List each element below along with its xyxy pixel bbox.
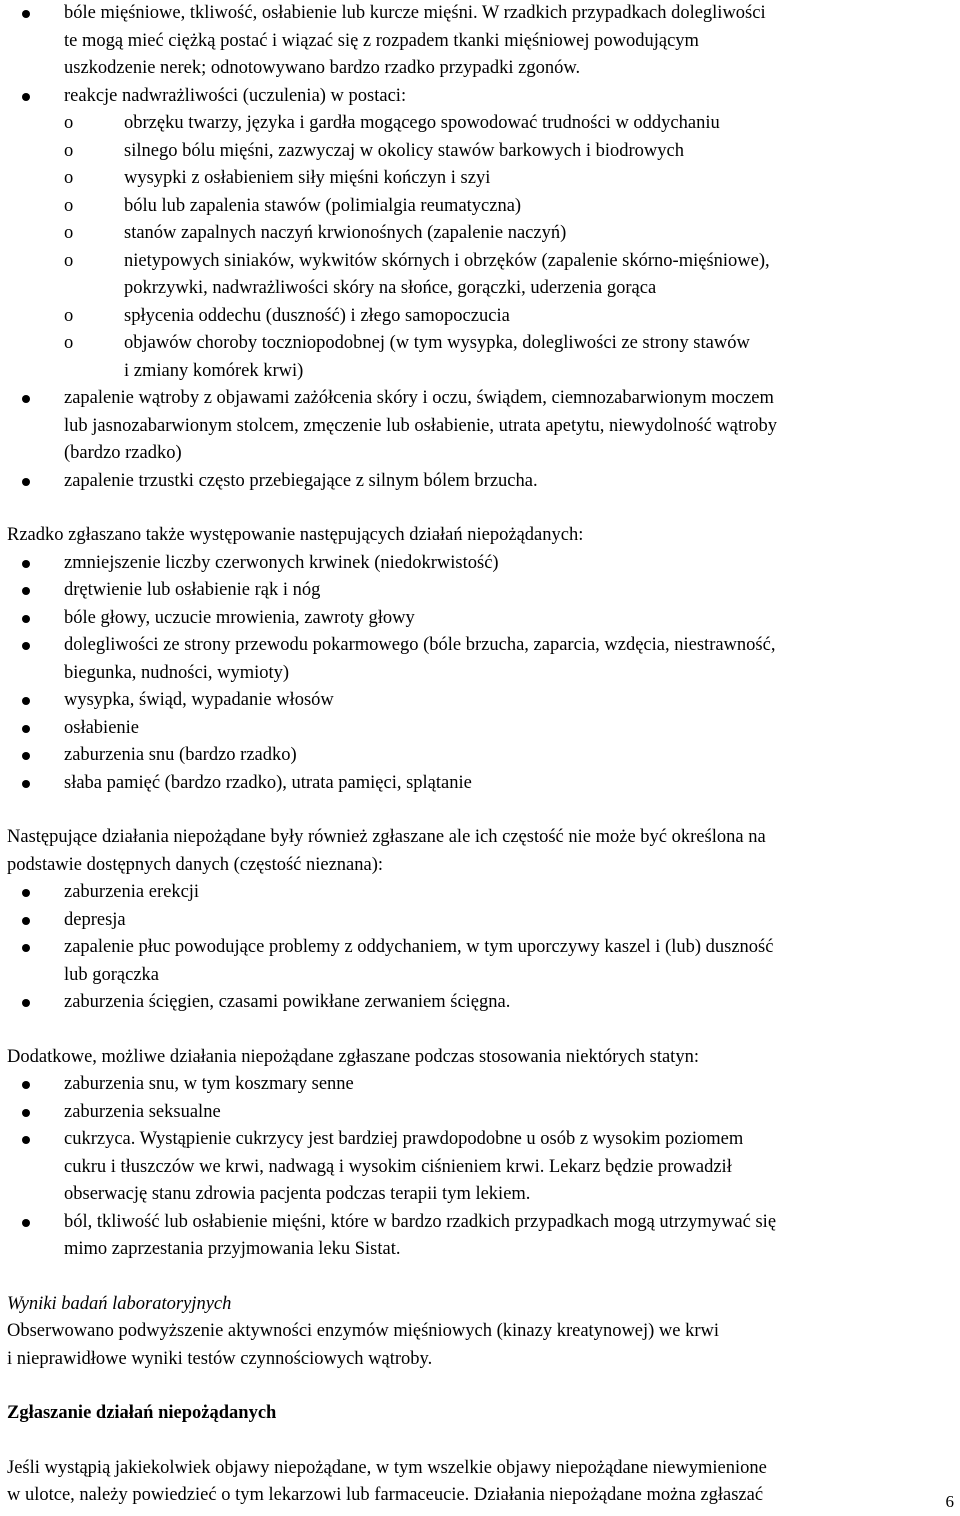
- list-item-text: (bardzo rzadko): [64, 443, 182, 463]
- list-item: [0, 0, 960, 83]
- list-item-text: zaburzenia snu, w tym koszmary senne: [64, 1074, 354, 1094]
- list-item: [0, 1071, 960, 1099]
- sub-list-item: [0, 165, 960, 193]
- bullet-icon: [22, 642, 30, 650]
- list-item-text: te mogą mieć ciężką postać i wiązać się z rozpadem tkanki mięśniowej powodującym: [64, 30, 699, 51]
- bullet-icon: [22, 1219, 30, 1227]
- list-item-text: drętwienie lub osłabienie rąk i nóg: [64, 580, 321, 600]
- list-item-text: biegunka, nudności, wymioty): [64, 662, 290, 683]
- sub-list-item-text: wysypki z osłabieniem siły mięśni kończyn i szyi: [124, 168, 491, 188]
- bullet-icon: [22, 560, 30, 568]
- list-item-text: reakcje nadwrażliwości (uczulenia) w postaci:: [64, 85, 407, 106]
- circle-bullet-icon: o: [64, 305, 74, 326]
- bullet-icon: [22, 615, 30, 623]
- bullet-list-rare: [0, 550, 960, 798]
- bullet-icon: [22, 944, 30, 952]
- list-item: [0, 83, 960, 111]
- list-item-text: lub jasnozabarwionym stolcem, zmęczenie lub osłabienie, utrata apetytu, niewydolność wątroby: [64, 415, 778, 436]
- bullet-icon: [22, 697, 30, 705]
- bullet-list-top-continued: [0, 385, 960, 495]
- sub-list-item-text: objawów choroby toczniopodobnej (w tym wysypka, dolegliwości ze strony stawów: [124, 333, 750, 353]
- sub-list-hypersensitivity: [0, 110, 960, 385]
- bullet-icon: [22, 93, 30, 101]
- sub-list-item-text: spłycenia oddechu (duszność) i złego samopoczucia: [124, 305, 510, 326]
- list-item: [0, 1126, 960, 1209]
- list-item: [0, 1209, 960, 1264]
- statin-intro: Dodatkowe, możliwe działania niepożądane zgłaszane podczas stosowania niektórych statyn:: [7, 1046, 699, 1067]
- list-item: [0, 742, 960, 770]
- list-item-text: zapalenie płuc powodujące problemy z oddychaniem, w tym uporczywy kaszel i (lub) duszność: [64, 937, 774, 957]
- list-item-text: zaburzenia erekcji: [64, 882, 200, 902]
- list-item: [0, 907, 960, 935]
- paragraph-line: Obserwowano podwyższenie aktywności enzymów mięśniowych (kinazy kreatynowej) we krwi: [7, 1321, 720, 1341]
- bullet-icon: [22, 1109, 30, 1117]
- list-item-text: depresja: [64, 909, 126, 930]
- circle-bullet-icon: o: [64, 195, 74, 216]
- list-item-text: wysypka, świąd, wypadanie włosów: [64, 690, 334, 710]
- list-item: [0, 770, 960, 798]
- page-number: 6: [945, 1492, 954, 1511]
- bullet-icon: [22, 780, 30, 788]
- circle-bullet-icon: o: [64, 250, 74, 271]
- sub-list-item: [0, 330, 960, 385]
- list-item-text: zmniejszenie liczby czerwonych krwinek (niedokrwistość): [64, 552, 499, 573]
- list-item-text: zaburzenia seksualne: [64, 1101, 221, 1122]
- sub-list-item: [0, 138, 960, 166]
- list-item-text: lub gorączka: [64, 964, 160, 985]
- list-item-text: ból, tkliwość lub osłabienie mięśni, które w bardzo rzadkich przypadkach mogą utrzymywać się: [64, 1211, 777, 1232]
- list-item: [0, 715, 960, 743]
- circle-bullet-icon: o: [64, 113, 74, 133]
- sub-list-item-text: bólu lub zapalenia stawów (polimialgia reumatyczna): [124, 195, 522, 216]
- list-item-text: uszkodzenie nerek; odnotowywano bardzo rzadko przypadki zgonów.: [64, 58, 581, 78]
- sub-list-item-text: i zmiany komórek krwi): [124, 360, 304, 381]
- bullet-icon: [22, 725, 30, 733]
- report-text: [0, 1455, 960, 1510]
- list-item-text: zapalenie trzustki często przebiegające z silnym bólem brzucha.: [64, 470, 538, 491]
- unknown-frequency-intro: [0, 824, 960, 879]
- bullet-list-unknown: [0, 879, 960, 1017]
- bullet-icon: [22, 1081, 30, 1089]
- list-item-text: cukrzyca. Wystąpienie cukrzycy jest bardziej prawdopodobne u osób z wysokim poziomem: [64, 1129, 744, 1149]
- bullet-icon: [22, 395, 30, 403]
- list-item-text: cukru i tłuszczów we krwi, nadwagą i wysokim ciśnieniem krwi. Lekarz będzie prowadził: [64, 1156, 732, 1177]
- sub-list-item: [0, 303, 960, 331]
- list-item: [0, 385, 960, 468]
- bullet-list-top: [0, 0, 960, 110]
- bullet-icon: [22, 999, 30, 1007]
- list-item-text: zaburzenia snu (bardzo rzadko): [64, 745, 297, 765]
- bullet-icon: [22, 917, 30, 925]
- list-item: [0, 1099, 960, 1127]
- list-item: [0, 468, 960, 496]
- sub-list-item-text: obrzęku twarzy, języka i gardła mogącego spowodować trudności w oddychaniu: [124, 113, 720, 133]
- paragraph-line: podstawie dostępnych danych (częstość nieznana):: [7, 854, 384, 875]
- list-item: [0, 550, 960, 578]
- list-item-text: bóle głowy, uczucie mrowienia, zawroty głowy: [64, 607, 415, 628]
- list-item: [0, 687, 960, 715]
- list-item-text: obserwację stanu zdrowia pacjenta podczas terapii tym lekiem.: [64, 1184, 531, 1204]
- bullet-icon: [22, 752, 30, 760]
- paragraph-line: Następujące działania niepożądane były również zgłaszane ale ich częstość nie może być określona na: [7, 827, 766, 847]
- list-item: [0, 989, 960, 1017]
- bullet-list-statins: [0, 1071, 960, 1264]
- paragraph-line: i nieprawidłowe wyniki testów czynnościowych wątroby.: [7, 1348, 433, 1369]
- circle-bullet-icon: o: [64, 168, 74, 188]
- sub-list-item-text: nietypowych siniaków, wykwitów skórnych i obrzęków (zapalenie skórno-mięśniowe),: [124, 250, 770, 271]
- lab-text: [0, 1318, 960, 1373]
- list-item: [0, 632, 960, 687]
- sub-list-item: [0, 110, 960, 138]
- sub-list-item: [0, 248, 960, 303]
- lab-heading: Wyniki badań laboratoryjnych: [7, 1293, 232, 1314]
- list-item-text: mimo zaprzestania przyjmowania leku Sistat.: [64, 1239, 401, 1259]
- paragraph-line: w ulotce, należy powiedzieć o tym lekarzowi lub farmaceucie. Działania niepożądane można zgłaszać: [7, 1485, 764, 1505]
- list-item: [0, 934, 960, 989]
- bullet-icon: [22, 478, 30, 486]
- circle-bullet-icon: o: [64, 140, 74, 161]
- list-item: [0, 879, 960, 907]
- list-item: [0, 577, 960, 605]
- bullet-icon: [22, 587, 30, 595]
- sub-list-item: [0, 193, 960, 221]
- sub-list-item-text: pokrzywki, nadwrażliwości skóry na słońce, gorączki, uderzenia gorąca: [124, 278, 657, 298]
- list-item-text: osłabienie: [64, 717, 140, 738]
- sub-list-item-text: stanów zapalnych naczyń krwionośnych (zapalenie naczyń): [124, 223, 567, 243]
- list-item: [0, 605, 960, 633]
- sub-list-item-text: silnego bólu mięśni, zazwyczaj w okolicy stawów barkowych i biodrowych: [124, 140, 685, 161]
- bullet-icon: [22, 889, 30, 897]
- report-heading: Zgłaszanie działań niepożądanych: [7, 1403, 277, 1423]
- sub-list-item: [0, 220, 960, 248]
- list-item-text: dolegliwości ze strony przewodu pokarmowego (bóle brzucha, zaparcia, wzdęcia, niestrawność,: [64, 635, 776, 655]
- list-item-text: bóle mięśniowe, tkliwość, osłabienie lub kurcze mięśni. W rzadkich przypadkach dolegliwości: [64, 3, 766, 23]
- list-item-text: zapalenie wątroby z objawami zażółcenia skóry i oczu, świądem, ciemnozabarwionym moczem: [64, 388, 774, 408]
- circle-bullet-icon: o: [64, 223, 74, 243]
- paragraph-line: Jeśli wystąpią jakiekolwiek objawy niepożądane, w tym wszelkie objawy niepożądane niewymienione: [7, 1457, 767, 1478]
- circle-bullet-icon: o: [64, 333, 74, 353]
- bullet-icon: [22, 1136, 30, 1144]
- list-item-text: słaba pamięć (bardzo rzadko), utrata pamięci, splątanie: [64, 772, 472, 793]
- list-item-text: zaburzenia ścięgien, czasami powikłane zerwaniem ścięgna.: [64, 992, 511, 1012]
- bullet-icon: [22, 10, 30, 18]
- rare-intro: Rzadko zgłaszano także występowanie następujących działań niepożądanych:: [7, 525, 584, 545]
